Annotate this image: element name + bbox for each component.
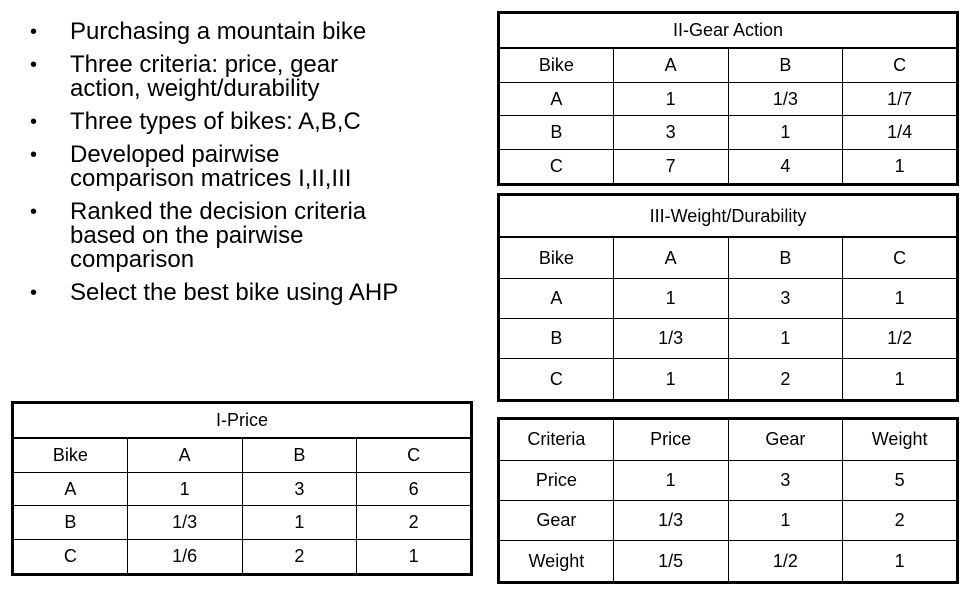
table-title-row <box>499 13 958 49</box>
table-cell: B <box>499 116 614 149</box>
table-cell: 3 <box>728 278 843 318</box>
table-cell: 2 <box>242 539 357 574</box>
table-cell: 1 <box>613 359 728 401</box>
table-header-row <box>499 419 958 461</box>
table-cell: A <box>499 83 614 116</box>
table-cell: 1/4 <box>843 116 958 149</box>
header-cell: Bike <box>13 438 128 472</box>
bullet-item <box>30 143 410 191</box>
header-cell: Bike <box>499 237 614 278</box>
table-cell: 1 <box>613 460 728 500</box>
table-row <box>13 539 472 574</box>
bullet-dot: • <box>30 54 38 76</box>
table-title-row <box>499 195 958 238</box>
table-cell: 1 <box>728 318 843 358</box>
header-cell: Criteria <box>499 419 614 461</box>
table-cell: 1/3 <box>613 500 728 540</box>
table-cell: 1 <box>728 116 843 149</box>
bullet-text: Select the best bike using AHP <box>70 279 399 306</box>
table-cell: 1/2 <box>843 318 958 358</box>
bullet-text: Three types of bikes: A,B,C <box>70 108 361 135</box>
bullet-text: Developed pairwise comparison matrices I,II,III <box>70 141 352 192</box>
table-row <box>499 149 958 184</box>
table-cell: Gear <box>499 500 614 540</box>
header-cell: B <box>728 48 843 82</box>
header-cell: A <box>127 438 242 472</box>
bullet-list <box>30 20 410 314</box>
table-cell: 1 <box>728 500 843 540</box>
header-cell: A <box>613 237 728 278</box>
bullet-dot: • <box>30 201 38 223</box>
bullet-item <box>30 110 410 134</box>
table-row <box>499 500 958 540</box>
header-cell: Price <box>613 419 728 461</box>
table-cell: 1/3 <box>728 83 843 116</box>
table-cell: 1 <box>843 359 958 401</box>
table-cell: 1 <box>127 473 242 506</box>
table-cell: 1 <box>613 83 728 116</box>
table-title: I-Price <box>13 403 472 439</box>
header-cell: A <box>613 48 728 82</box>
table-cell: 1/6 <box>127 539 242 574</box>
table-cell: A <box>499 278 614 318</box>
criteria-matrix <box>497 417 959 584</box>
table-row <box>499 359 958 401</box>
table-cell: 1/3 <box>127 506 242 539</box>
header-cell: C <box>843 48 958 82</box>
table-cell: 6 <box>357 473 472 506</box>
table-header-row <box>499 48 958 82</box>
table-cell: 1/7 <box>843 83 958 116</box>
table-cell: Price <box>499 460 614 500</box>
bullet-item <box>30 200 410 272</box>
table-cell: B <box>499 318 614 358</box>
table-cell: B <box>13 506 128 539</box>
header-cell: Weight <box>843 419 958 461</box>
weight-durability-matrix <box>497 193 959 402</box>
table-row <box>13 473 472 506</box>
price-matrix <box>11 401 473 576</box>
table-row <box>499 83 958 116</box>
bullet-dot: • <box>30 111 38 133</box>
table-cell: C <box>499 359 614 401</box>
table-cell: 1/3 <box>613 318 728 358</box>
table-cell: 1/2 <box>728 541 843 583</box>
table-cell: Weight <box>499 541 614 583</box>
header-cell: Bike <box>499 48 614 82</box>
table-cell: 4 <box>728 149 843 184</box>
bullet-text: Ranked the decision criteria based on the pairwise comparison <box>70 198 367 273</box>
table-cell: 3 <box>613 116 728 149</box>
table-cell: 2 <box>843 500 958 540</box>
header-cell: C <box>357 438 472 472</box>
table-cell: 1 <box>613 278 728 318</box>
table-title: II-Gear Action <box>499 13 958 49</box>
table-row <box>499 541 958 583</box>
bullet-item <box>30 281 410 305</box>
table-header-row <box>499 237 958 278</box>
table-cell: 2 <box>728 359 843 401</box>
table-row <box>499 116 958 149</box>
table-cell: 5 <box>843 460 958 500</box>
table-title-row <box>13 403 472 439</box>
table-cell: 1 <box>843 149 958 184</box>
table-cell: 3 <box>242 473 357 506</box>
table-cell: 1 <box>843 541 958 583</box>
table-cell: A <box>13 473 128 506</box>
header-cell: B <box>242 438 357 472</box>
table-cell: C <box>13 539 128 574</box>
header-cell: Gear <box>728 419 843 461</box>
table-cell: 1/5 <box>613 541 728 583</box>
gear-action-matrix <box>497 11 959 186</box>
table-cell: C <box>499 149 614 184</box>
table-header-row <box>13 438 472 472</box>
table-cell: 2 <box>357 506 472 539</box>
table-row <box>499 460 958 500</box>
table-cell: 1 <box>242 506 357 539</box>
header-cell: B <box>728 237 843 278</box>
header-cell: C <box>843 237 958 278</box>
table-row <box>13 506 472 539</box>
table-row <box>499 278 958 318</box>
table-title: III-Weight/Durability <box>499 195 958 238</box>
bullet-dot: • <box>30 282 38 304</box>
bullet-text: Purchasing a mountain bike <box>70 18 367 45</box>
bullet-item <box>30 53 410 101</box>
bullet-item <box>30 20 410 44</box>
bullet-text: Three criteria: price, gear action, weight/durability <box>70 51 339 102</box>
table-cell: 1 <box>843 278 958 318</box>
table-cell: 1 <box>357 539 472 574</box>
bullet-dot: • <box>30 21 38 43</box>
table-cell: 3 <box>728 460 843 500</box>
table-row <box>499 318 958 358</box>
table-cell: 7 <box>613 149 728 184</box>
bullet-dot: • <box>30 144 38 166</box>
